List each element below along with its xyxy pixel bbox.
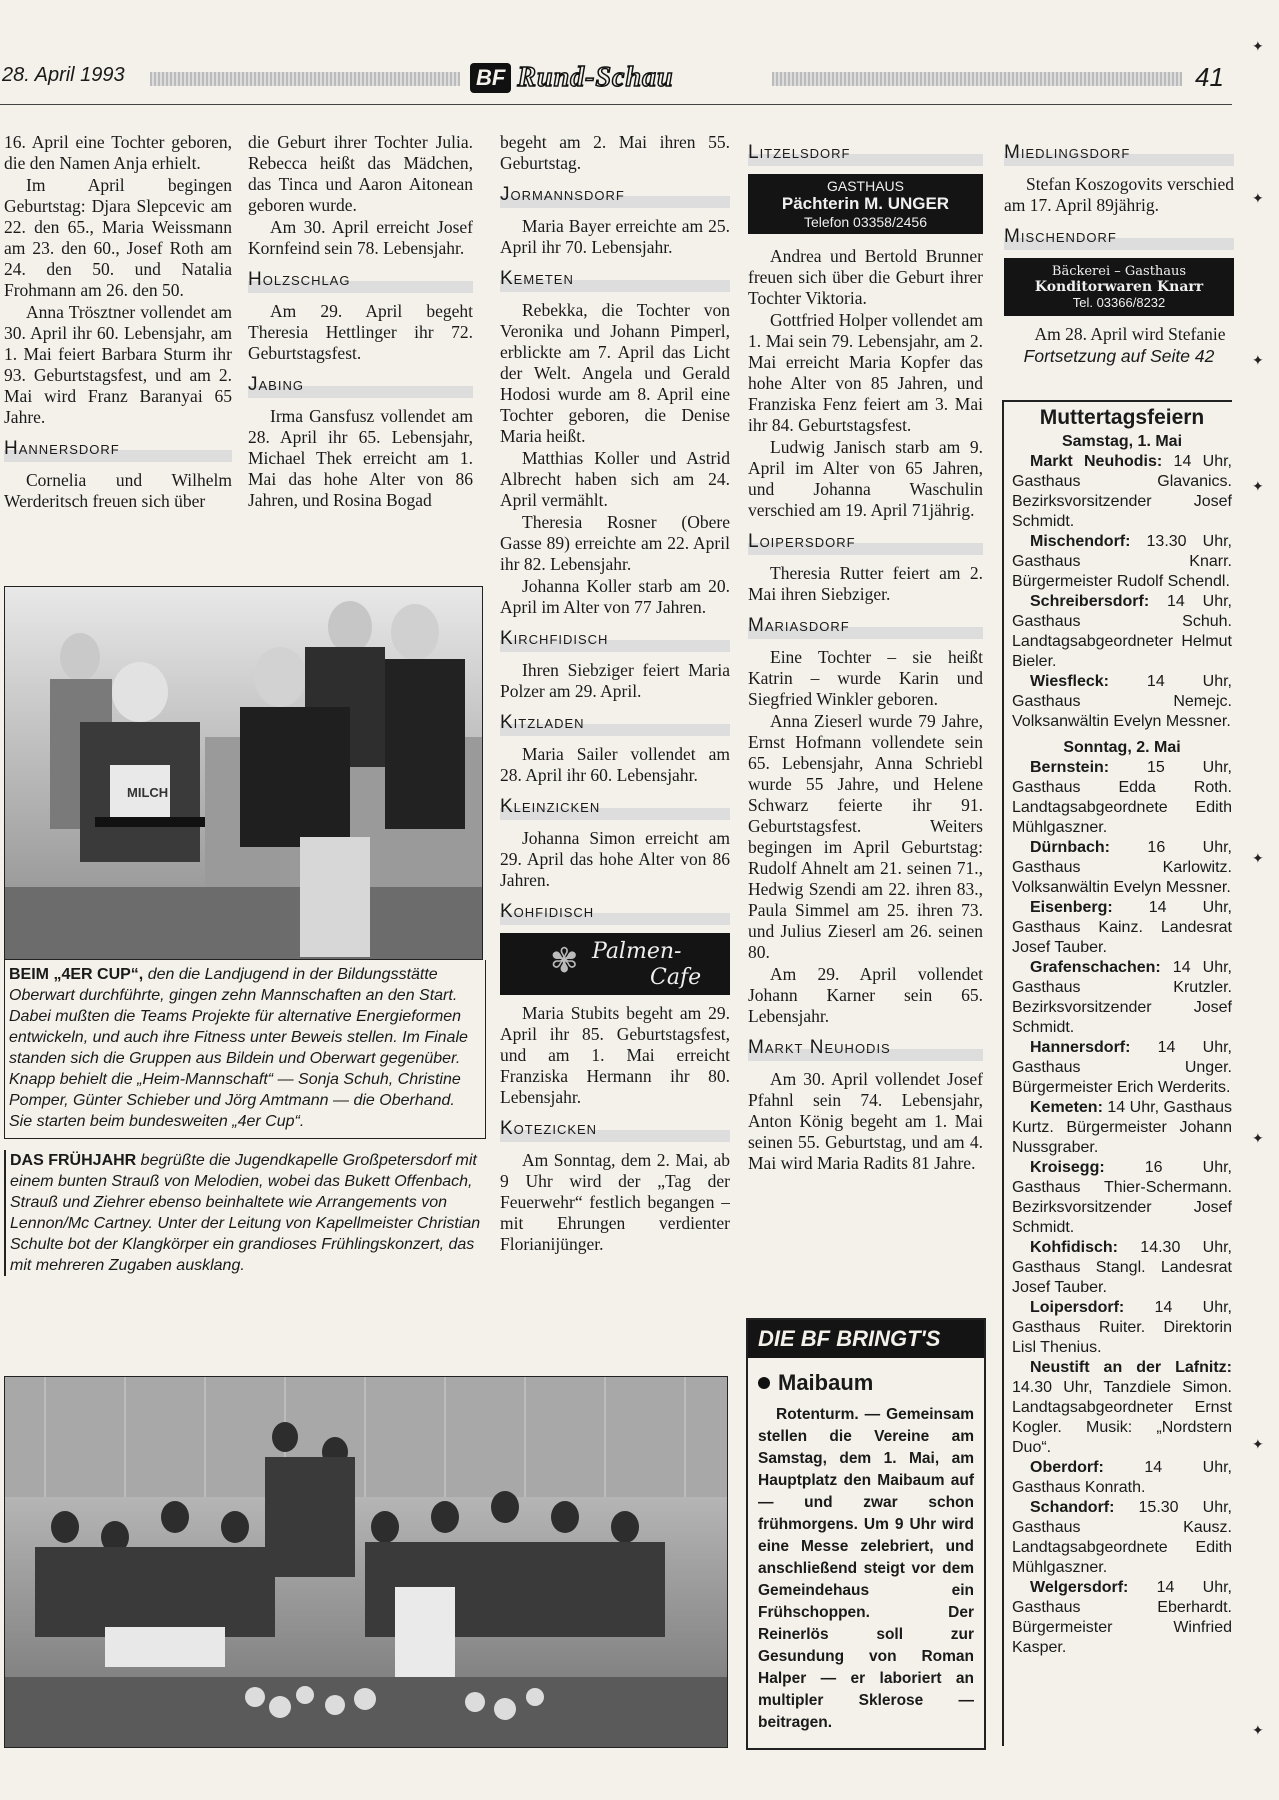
col4-p3: Ludwig Janisch starb am 9. April im Alter von 65 Jahren, und Johanna Waschulin verschied am 19. April 71jährig. <box>748 437 983 520</box>
col4-p2: Gottfried Holper vollendet am 1. Mai sein 79. Lebensjahr, am 2. Mai erreicht Maria Kopfer das hohe Alter von 85 Jahren, und Franziska Fenz feiert am 3. Mai ihr 84. Geburtstagsfest. <box>748 310 983 435</box>
muttertag-place: Bernstein: <box>1030 759 1110 776</box>
muttertag-entry <box>1012 592 1232 672</box>
bf-bringts-title: DIE BF BRINGT'S <box>748 1320 984 1358</box>
muttertag-place: Kroisegg: <box>1030 1159 1105 1176</box>
muttertag-entry <box>1012 1578 1232 1658</box>
margin-marks: ✦ ✦ ✦ ✦ ✦ ✦ ✦ ✦ <box>1252 38 1264 1738</box>
col2-p4: Irma Gansfusz vollendet am 28. April ihr 65. Lebensjahr, Michael Thek erreicht am 1. Mai das hohe Alter von 86 Jahren, und Rosina Bogad <box>248 406 473 510</box>
muttertag-details: 14 Uhr, Gasthaus Konrath. <box>1012 1459 1232 1496</box>
shirt-text: MILCH <box>127 785 169 800</box>
logo-title: Rund-Schau <box>517 62 674 93</box>
column-3 <box>500 132 730 1362</box>
muttertag-sunday: Sonntag, 2. Mai <box>1063 739 1181 756</box>
muttertag-entry <box>1012 838 1232 898</box>
ad-knarr-l2: Konditorwaren Knarr <box>1034 279 1204 295</box>
muttertag-place: Eisenberg: <box>1030 899 1113 916</box>
muttertag-entry <box>1012 1498 1232 1578</box>
ad-palmen-cafe <box>500 933 730 995</box>
heading-kirchfidisch: Kirchfidisch <box>500 626 730 652</box>
heading-kleinzicken: Kleinzicken <box>500 794 730 820</box>
heading-kohfidisch: Kohfidisch <box>500 899 730 925</box>
muttertag-place: Mischendorf: <box>1030 533 1131 550</box>
header-date: 28. April 1993 <box>2 64 125 86</box>
column-4 <box>748 132 983 1312</box>
bf-bringts-sub-row <box>758 1370 974 1396</box>
heading-mischendorf: Mischendorf <box>1004 224 1234 250</box>
bf-bringts-sub: Maibaum <box>778 1370 874 1395</box>
col3-p10: Maria Stubits begeht am 29. April ihr 85. Geburtstagsfest, und am 1. Mai erreicht Franziska Hermann ihr 80. Lebensjahr. <box>500 1003 730 1107</box>
photo-4er-cup-image <box>5 587 482 959</box>
col5-p1: Stefan Koszogovits verschied am 17. April 89jährig. <box>1004 174 1234 215</box>
muttertag-details: 14 Uhr, Gasthaus Eberhardt. Bürgermeister Winfried Kasper. <box>1012 1579 1232 1656</box>
muttertag-details: 16 Uhr, Gasthaus Karlowitz. Volksanwältin Evelyn Messner. <box>1012 839 1232 896</box>
muttertag-place: Oberdorf: <box>1030 1459 1104 1476</box>
muttertag-entry <box>1012 1458 1232 1498</box>
heading-litzelsdorf: Litzelsdorf <box>748 140 983 166</box>
muttertag-details: 14 Uhr, Gasthaus Schuh. Landtagsabgeordneter Helmut Bieler. <box>1012 593 1232 670</box>
heading-holzschlag: Holzschlag <box>248 267 473 293</box>
heading-jabing: Jabing <box>248 372 473 398</box>
muttertag-place: Hannersdorf: <box>1030 1039 1131 1056</box>
col3-p9: Johanna Simon erreicht am 29. April das hohe Alter von 86 Jahren. <box>500 828 730 890</box>
muttertag-entry <box>1012 1238 1232 1298</box>
muttertag-details: 13.30 Uhr, Gasthaus Knarr. Bürgermeister Rudolf Schendl. <box>1012 533 1232 590</box>
col1-p1: 16. April eine Tochter geboren, die den Namen Anja erhielt. <box>4 132 232 173</box>
palm-tree-icon: ✾ <box>550 943 579 980</box>
muttertag-entry <box>1012 1038 1232 1098</box>
caption-4er-cup-lead: BEIM „4ER CUP“, <box>9 966 144 983</box>
ad-gasthaus-name: Pächterin M. UNGER <box>781 194 950 213</box>
col4-p4: Theresia Rutter feiert am 2. Mai ihren Siebziger. <box>748 563 983 604</box>
column-2 <box>248 132 473 572</box>
muttertag-place: Kemeten: <box>1030 1099 1103 1116</box>
photo-4er-cup <box>4 586 483 960</box>
col1-p3: Anna Trösztner vollendet am 30. April ihr 60. Lebensjahr, am 1. Mai feiert Barbara Sturm ihr 93. Geburtstagsfest, und am 2. Mai wird Franz Baranyai 65 Jahre. <box>4 302 232 427</box>
ad-knarr-l1: Bäckerei – Gasthaus <box>1051 264 1187 279</box>
muttertag-place: Schandorf: <box>1030 1499 1115 1516</box>
col4-p1: Andrea und Bertold Brunner freuen sich über die Geburt ihrer Tochter Viktoria. <box>748 246 983 308</box>
muttertag-place: Markt Neuhodis: <box>1030 453 1163 470</box>
caption-4er-cup <box>4 960 486 1139</box>
logo-bf: BF <box>470 63 511 93</box>
heading-mariasdorf: Mariasdorf <box>748 613 983 639</box>
muttertag-details: 14 Uhr, Gasthaus Nemejc. Volksanwältin Evelyn Messner. <box>1012 673 1232 730</box>
heading-hannersdorf: Hannersdorf <box>4 436 232 462</box>
ad-gasthaus-phone: Telefon 03358/2456 <box>804 214 927 230</box>
muttertag-details: 14.30 Uhr, Gasthaus Stangl. Landesrat Josef Tauber. <box>1012 1239 1232 1296</box>
col1-p2: Im April begingen Geburtstag: Djara Slepcevic am 22. den 65., Maria Weissmann am 23. den 60., Josef Roth am 24. den 50. und Natalia Frohmann am 26. den 50. <box>4 175 232 300</box>
muttertag-sunday-list <box>1012 758 1232 1658</box>
column-5 <box>1004 132 1234 397</box>
heading-loipersdorf: Loipersdorf <box>748 529 983 555</box>
header-underline <box>0 104 1232 105</box>
muttertag-entry <box>1012 898 1232 958</box>
muttertag-details: 14 Uhr, Gasthaus Glavanics. Bezirksvorsitzender Josef Schmidt. <box>1012 453 1232 530</box>
photo-jugendkapelle <box>4 1376 728 1748</box>
col4-p6: Anna Zieserl wurde 79 Jahre, Ernst Hofmann vollendete sein 65. Lebensjahr, Anna Schriebl wurde 55 Jahre, und Helene Schwarz feierte ihr 91. Geburtstagsfest. Weiters begingen im April Geburtstag: Rudolf Ahnelt am 21. seinen 71., Hedwig Szendi am 22. ihren 83., Paula Simmel am 25. ihren 73. und Julius Zieserl am 26. seinen 80. <box>748 711 983 962</box>
bullet-icon <box>758 1377 770 1389</box>
muttertag-place: Neustift an der Lafnitz: <box>1030 1359 1232 1376</box>
muttertag-entry <box>1012 1358 1232 1458</box>
col3-p8: Maria Sailer vollendet am 28. April ihr 60. Lebensjahr. <box>500 744 730 785</box>
muttertag-entry <box>1012 452 1232 532</box>
muttertag-entry <box>1012 532 1232 592</box>
col5-p3: Fortsetzung auf Seite 42 <box>1023 346 1215 366</box>
muttertag-entry <box>1012 1298 1232 1358</box>
col3-p2: Maria Bayer erreichte am 25. April ihr 70. Lebensjahr. <box>500 216 730 257</box>
header-logo <box>470 60 674 96</box>
column-1 <box>4 132 232 572</box>
muttertag-entry <box>1012 1158 1232 1238</box>
header-rule-right <box>772 72 1182 86</box>
ad-gasthaus-unger <box>748 174 983 234</box>
muttertag-place: Dürnbach: <box>1030 839 1110 856</box>
col4-p7: Am 29. April vollendet Johann Karner sein 65. Lebensjahr. <box>748 964 983 1026</box>
ad-palmen-text: Palmen- <box>592 939 682 964</box>
muttertag-title: Muttertagsfeiern <box>1039 406 1205 429</box>
muttertag-details: 14 Uhr, Gasthaus Unger. Bürgermeister Erich Werderits. <box>1012 1039 1232 1096</box>
ad-knarr <box>1004 258 1234 316</box>
muttertag-details: 14 Uhr, Gasthaus Krutzler. Bezirksvorsitzender Josef Schmidt. <box>1012 959 1232 1036</box>
heading-kemeten: Kemeten <box>500 266 730 292</box>
col3-p4: Matthias Koller und Astrid Albrecht haben sich am 24. April vermählt. <box>500 448 730 510</box>
muttertag-place: Kohfidisch: <box>1030 1239 1118 1256</box>
muttertag-place: Schreibersdorf: <box>1030 593 1150 610</box>
page-number: 41 <box>1195 62 1224 92</box>
muttertag-place: Welgersdorf: <box>1030 1579 1129 1596</box>
muttertag-entry <box>1012 1098 1232 1158</box>
muttertag-place: Wiesfleck: <box>1030 673 1109 690</box>
muttertag-entry <box>1012 758 1232 838</box>
ad-knarr-l3: Tel. 03366/8232 <box>1072 295 1166 310</box>
header-rule-left <box>150 72 460 86</box>
caption-4er-cup-text: den die Landjugend in der Bildungsstätte Oberwart durchführte, gingen zehn Mannschaften an den Start. Dabei mußten die Teams Projekte für alternative Energieformen entwickeln, und auch ihre Fitness unter Beweis stellen. Im Finale standen sich die Gruppen aus Bildein und Oberwart gegenüber. Knapp behielt die „Heim-Mannschaft“ — Sonja Schuh, Christine Pomper, Günter Schieber und Jörg Amtmann — die Oberhand. Sie starten beim bundesweiten „4er Cup“. <box>9 966 468 1130</box>
muttertag-entry <box>1012 672 1232 732</box>
bf-bringts-box <box>746 1318 986 1750</box>
heading-markt-neuhodis: Markt Neuhodis <box>748 1035 983 1061</box>
caption-fruehjahr <box>4 1150 484 1276</box>
muttertag-details: 14 Uhr, Gasthaus Kurtz. Bürgermeister Johann Nussgraber. <box>1012 1099 1232 1156</box>
muttertag-details: 14 Uhr, Gasthaus Ruiter. Direktorin Lisl Thenius. <box>1012 1299 1232 1356</box>
caption-fruehjahr-text: begrüßte die Jugendkapelle Großpetersdorf mit einem bunten Strauß von Melodien, wobei das Bukett Offenbach, Strauß und Ziehrer ebenso beinhaltete wie Arrangements von Lennon/Mc Cartney. Unter der Leitung von Kapellmeister Christian Schulte bot der Klangkörper ein grandioses Frühlingskonzert, das mit mehreren Zugaben ausklang. <box>10 1152 481 1274</box>
col4-p8: Am 30. April vollendet Josef Pfahnl sein 74. Lebensjahr, Anton König begeht am 1. Mai seinen 55. Geburtstag, und am 4. Mai wird Maria Radits 81 Jahre. <box>748 1069 983 1173</box>
col2-p1: die Geburt ihrer Tochter Julia. Rebecca heißt das Mädchen, das Tinca und Aaron Aitonean geboren wurde. <box>248 132 473 215</box>
caption-fruehjahr-lead: DAS FRÜHJAHR <box>10 1152 137 1169</box>
col1-p4: Cornelia und Wilhelm Werderitsch freuen sich über <box>4 470 232 511</box>
ad-cafe-text: Cafe <box>650 965 702 990</box>
col3-p6: Johanna Koller starb am 20. April im Alter von 77 Jahren. <box>500 576 730 617</box>
heading-jormannsdorf: Jormannsdorf <box>500 182 730 208</box>
muttertag-place: Loipersdorf: <box>1030 1299 1125 1316</box>
muttertag-details: 15 Uhr, Gasthaus Edda Roth. Landtagsabgeordnete Edith Mühlgaszner. <box>1012 759 1232 836</box>
col3-p1: begeht am 2. Mai ihren 55. Geburtstag. <box>500 132 730 173</box>
col2-p2: Am 30. April erreicht Josef Kornfeind sein 78. Lebensjahr. <box>248 217 473 258</box>
col5-p2: Am 28. April wird Stefanie <box>1034 324 1226 344</box>
muttertag-place: Grafenschachen: <box>1030 959 1161 976</box>
muttertag-details: 15.30 Uhr, Gasthaus Kausz. Landtagsabgeordnete Edith Mühlgaszner. <box>1012 1499 1232 1576</box>
muttertag-details: 14.30 Uhr, Tanzdiele Simon. Landtagsabgeordneter Ernst Kogler. Musik: „Nordstern Duo“. <box>1012 1379 1232 1456</box>
col4-p5: Eine Tochter – sie heißt Katrin – wurde Karin und Siegfried Winkler geboren. <box>748 647 983 709</box>
col3-p7: Ihren Siebziger feiert Maria Polzer am 29. April. <box>500 660 730 701</box>
muttertag-saturday: Samstag, 1. Mai <box>1061 433 1183 450</box>
col3-p11: Am Sonntag, dem 2. Mai, ab 9 Uhr wird der „Tag der Feuerwehr“ festlich begangen – mit Ehrungen verdienter Florianijünger. <box>500 1150 730 1254</box>
bf-bringts-text: Rotenturm. — Gemeinsam stellen die Vereine am Samstag, dem 1. Mai, am Hauptplatz den Maibaum auf — und zwar schon frühmorgens. Um 9 Uhr wird eine Messe zelebriert, und anschließend steigt vor dem Gemeindehaus ein Frühschoppen. Der Reinerlös soll zur Gesundung von Roman Halper — er laboriert an multipler Sklerose — beitragen. <box>758 1406 974 1731</box>
col3-p3: Rebekka, die Tochter von Veronika und Johann Pimperl, erblickte am 7. April das Licht der Welt. Angela und Gerald Hodosi wurde am 8. April eine Tochter geboren, die Denise Maria heißt. <box>500 300 730 446</box>
muttertag-saturday-list <box>1012 452 1232 732</box>
ad-gasthaus-label: GASTHAUS <box>826 178 904 194</box>
heading-kitzladen: Kitzladen <box>500 710 730 736</box>
muttertagsfeiern-box <box>1002 400 1232 1746</box>
photo-jugendkapelle-image <box>5 1377 727 1747</box>
heading-miedlingsdorf: Miedlingsdorf <box>1004 140 1234 166</box>
muttertag-details: 16 Uhr, Gasthaus Thier-Schermann. Bezirksvorsitzender Josef Schmidt. <box>1012 1159 1232 1236</box>
muttertag-details: 14 Uhr, Gasthaus Kainz. Landesrat Josef Tauber. <box>1012 899 1232 956</box>
heading-kotezicken: Kotezicken <box>500 1116 730 1142</box>
col2-p3: Am 29. April begeht Theresia Hettlinger ihr 72. Geburtstagsfest. <box>248 301 473 363</box>
col3-p5: Theresia Rosner (Obere Gasse 89) erreichte am 22. April ihr 82. Lebensjahr. <box>500 512 730 574</box>
muttertag-entry <box>1012 958 1232 1038</box>
